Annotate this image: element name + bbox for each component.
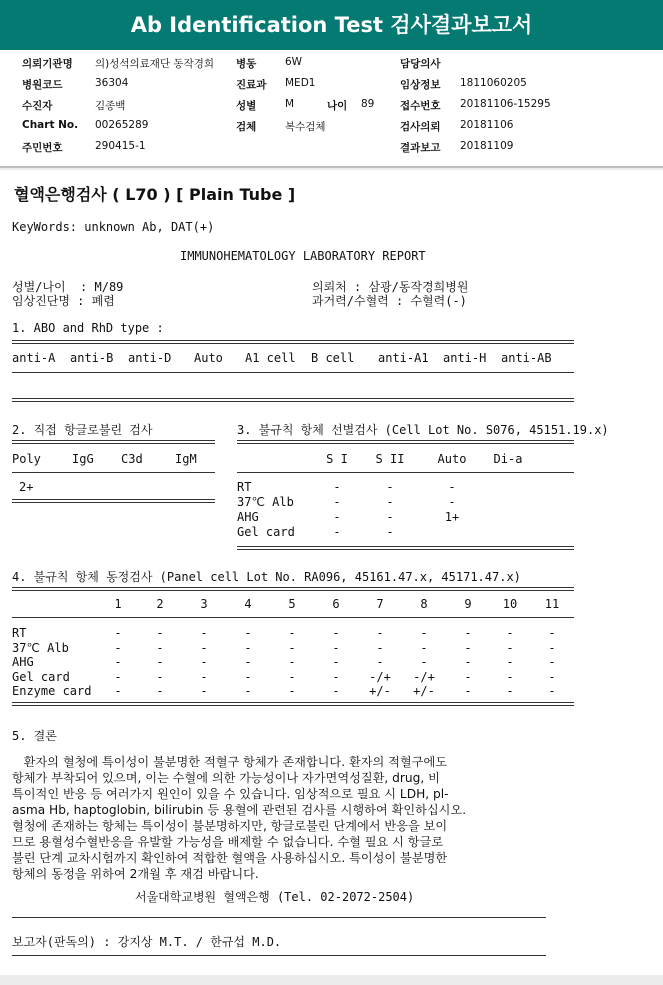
- panel-cell: -: [156, 669, 164, 684]
- panel-cell: -: [464, 655, 472, 669]
- divider: [12, 398, 574, 402]
- value-report-date: 20181109: [460, 140, 514, 152]
- divider: [237, 472, 574, 473]
- patient-header: [0, 50, 663, 168]
- panel-cell: -: [288, 684, 296, 698]
- panel-col-header: 10: [502, 597, 518, 611]
- screening-row-label: RT: [237, 480, 252, 494]
- panel-cell: -: [332, 626, 340, 640]
- label-resident-number: 주민번호: [22, 142, 63, 154]
- abo-col-anti-a: anti-A: [12, 351, 56, 365]
- panel-cell: -: [288, 626, 296, 640]
- panel-cell: -: [332, 655, 340, 669]
- panel-cell: -: [332, 669, 340, 684]
- panel-col-header: 8: [420, 597, 428, 611]
- panel-cell: -: [376, 626, 384, 640]
- panel-cell: -: [288, 669, 296, 684]
- divider: [12, 955, 546, 956]
- panel-cell: -: [464, 640, 472, 655]
- divider: [237, 440, 574, 444]
- label-report-date: 결과보고: [400, 142, 441, 154]
- label-specimen: 검체: [236, 121, 257, 133]
- label-sex: 성별: [236, 100, 257, 112]
- dat-col-igm: IgM: [175, 452, 197, 466]
- value-sex: M: [285, 98, 295, 110]
- panel-cell: -: [114, 684, 122, 698]
- abo-col-b-cell: B cell: [311, 351, 355, 365]
- panel-cell: -: [244, 640, 252, 655]
- panel-cell: -: [506, 655, 514, 669]
- panel-row-label: AHG: [12, 655, 34, 669]
- abo-col-auto: Auto: [194, 351, 223, 365]
- screening-cell: -: [333, 510, 341, 524]
- panel-col-header: 11: [544, 597, 560, 611]
- label-chart-no: Chart No.: [22, 119, 79, 131]
- panel-row-label: Gel card: [12, 669, 70, 684]
- panel-cell: -: [288, 640, 296, 655]
- divider: [12, 587, 574, 591]
- panel-cell: -: [200, 626, 208, 640]
- value-patient: 김종백: [95, 100, 126, 112]
- panel-col-header: 4: [244, 597, 252, 611]
- panel-cell: -: [156, 684, 164, 698]
- value-clinical-info: 1811060205: [460, 77, 527, 89]
- dat-col-igg: IgG: [72, 452, 94, 466]
- screen-col-s1: S I: [326, 452, 348, 466]
- value-hospital-code: 36304: [95, 77, 129, 89]
- conclusion-text: 환자의 혈청에 특이성이 불분명한 적혈구 항체가 존재합니다. 환자의 적혈구에도 항체가 부착되어 있으며, 이는 수혈에 의한 가능성이나 자가면역성질환, drug, 비 특이적인 반응 등 여러가지 원인이 있을 수 있습니다. 임상적으로 필요 시 LDH, pl- asma Hb, haptoglobin, bilirubin 등 용혈에 관련된 검사를 시행하여 확인하십시오. 혈청에 존재하는 항체는 특이성이 불분명하지만, 항글로불린 단계에서 반응을 보이 므로 용혈성수혈반응을 유발할 가능성을 배제할 수 없습니다. 수혈 필요 시 항글로 불린 단계 교차시험까지 확인하여 적합한 혈액을 사용하십시오. 특이성이 불분명한 항체의 동정을 위하여 2개월 후 재검 바랍니다.: [12, 755, 467, 881]
- reporter: 보고자(판독의) : 강지상 M.T. / 한규섭 M.D.: [12, 935, 282, 949]
- label-requesting-institution: 의뢰기관명: [22, 58, 73, 70]
- panel-cell: -: [506, 626, 514, 640]
- panel-cell: -: [114, 669, 122, 684]
- panel-col-header: 2: [156, 597, 164, 611]
- screen-col-auto: Auto: [437, 452, 467, 466]
- panel-cell: -: [548, 626, 556, 640]
- panel-col-header: 6: [332, 597, 340, 611]
- panel-cell: -/+: [413, 669, 435, 684]
- screening-cell: -: [386, 480, 394, 494]
- panel-cell: -: [376, 640, 384, 655]
- label-request-date: 검사의뢰: [400, 121, 441, 133]
- panel-cell: -: [244, 669, 252, 684]
- panel-row-label: 37℃ Alb: [12, 640, 69, 655]
- panel-cell: -: [420, 626, 428, 640]
- label-ward: 병동: [236, 58, 257, 70]
- panel-cell: -: [114, 626, 122, 640]
- clinical-diagnosis: 임상진단명 : 폐렴: [12, 294, 115, 308]
- panel-col-header: 5: [288, 597, 296, 611]
- dat-col-poly: Poly: [12, 452, 41, 466]
- screening-cell: -: [333, 525, 341, 539]
- panel-cell: -: [420, 640, 428, 655]
- hospital-contact: 서울대학교병원 혈액은행 (Tel. 02-2072-2504): [135, 890, 415, 904]
- abo-col-anti-d: anti-D: [128, 351, 172, 365]
- panel-cell: -/+: [369, 669, 391, 684]
- divider: [12, 617, 574, 618]
- panel-cell: -: [114, 655, 122, 669]
- panel-cell: -: [244, 684, 252, 698]
- abo-col-anti-a1: anti-A1: [378, 351, 429, 365]
- label-patient: 수진자: [22, 100, 53, 112]
- divider: [12, 702, 574, 706]
- divider: [12, 372, 574, 373]
- label-department: 진료과: [236, 79, 267, 91]
- section-dat-title: 2. 직접 항글로불린 검사: [12, 423, 153, 437]
- panel-col-header: 9: [464, 597, 472, 611]
- section-conclusion-title: 5. 결론: [12, 729, 57, 743]
- label-hospital-code: 병원코드: [22, 79, 63, 91]
- screening-cell: -: [333, 495, 341, 509]
- screening-cell: -: [448, 495, 456, 509]
- panel-cell: -: [464, 684, 472, 698]
- panel-cell: -: [156, 640, 164, 655]
- divider: [12, 917, 546, 918]
- transfusion-history: 과거력/수혈력 : 수혈력(-): [312, 294, 467, 308]
- label-clinical-info: 임상정보: [400, 79, 441, 91]
- panel-cell: -: [548, 684, 556, 698]
- divider: [237, 546, 574, 550]
- screening-cell: -: [386, 510, 394, 524]
- section-abo-title: 1. ABO and RhD type :: [12, 321, 164, 335]
- value-department: MED1: [285, 77, 316, 89]
- dat-col-c3d: C3d: [121, 452, 143, 466]
- value-ward: 6W: [285, 56, 303, 68]
- screening-row-label: AHG: [237, 510, 259, 524]
- abo-col-anti-b: anti-B: [70, 351, 114, 365]
- panel-cell: -: [464, 626, 472, 640]
- divider: [12, 340, 574, 344]
- panel-row-label: RT: [12, 626, 27, 640]
- panel-cell: -: [548, 669, 556, 684]
- screening-cell: -: [448, 480, 456, 494]
- requester: 의뢰처 : 삼광/동작경희병원: [312, 280, 469, 294]
- panel-cell: -: [200, 655, 208, 669]
- panel-cell: -: [420, 655, 428, 669]
- label-age: 나이: [327, 100, 348, 112]
- panel-cell: -: [200, 640, 208, 655]
- abo-col-anti-h: anti-H: [443, 351, 487, 365]
- screening-cell: -: [386, 495, 394, 509]
- screening-cell: -: [333, 480, 341, 494]
- value-specimen: 복수검체: [285, 121, 326, 133]
- report-title: 혈액은행검사 ( L70 ) [ Plain Tube ]: [14, 185, 296, 204]
- label-physician: 담당의사: [400, 58, 441, 70]
- panel-cell: -: [506, 684, 514, 698]
- label-accession-number: 접수번호: [400, 100, 441, 112]
- section-identification-title: 4. 불규칙 항체 동정검사 (Panel cell Lot No. RA096, 45161.47.x, 45171.47.x): [12, 570, 521, 584]
- panel-cell: -: [200, 684, 208, 698]
- value-chart-no: 00265289: [95, 119, 149, 131]
- panel-col-header: 3: [200, 597, 208, 611]
- screening-row-label: Gel card: [237, 525, 295, 539]
- panel-cell: -: [244, 655, 252, 669]
- value-requesting-institution: 의)성석의료재단 동작경희: [95, 58, 215, 70]
- value-accession-number: 20181106-15295: [460, 98, 551, 110]
- panel-cell: +/-: [413, 684, 435, 698]
- divider: [12, 472, 215, 473]
- panel-cell: -: [288, 655, 296, 669]
- panel-cell: -: [114, 640, 122, 655]
- panel-cell: -: [200, 669, 208, 684]
- panel-cell: -: [464, 669, 472, 684]
- panel-row-label: Enzyme card: [12, 684, 92, 698]
- sex-age: 성별/나이 : M/89: [12, 280, 124, 294]
- value-request-date: 20181106: [460, 119, 514, 131]
- screen-col-di-a: Di-a: [493, 452, 523, 466]
- abo-col-anti-ab: anti-AB: [501, 351, 552, 365]
- dat-value-poly: 2+: [19, 480, 34, 494]
- panel-cell: -: [376, 655, 384, 669]
- panel-cell: +/-: [369, 684, 391, 698]
- divider: [12, 440, 215, 444]
- abo-col-a1-cell: A1 cell: [245, 351, 296, 365]
- value-age: 89: [361, 98, 375, 110]
- panel-cell: -: [506, 640, 514, 655]
- lab-report-title: IMMUNOHEMATOLOGY LABORATORY REPORT: [180, 249, 426, 263]
- panel-cell: -: [332, 684, 340, 698]
- screening-cell: 1+: [444, 510, 460, 524]
- screen-col-s2: S II: [375, 452, 405, 466]
- panel-cell: -: [156, 655, 164, 669]
- screening-cell: -: [386, 525, 394, 539]
- panel-cell: -: [332, 640, 340, 655]
- report-banner-title: Ab Identification Test 검사결과보고서: [0, 0, 663, 53]
- screening-row-label: 37℃ Alb: [237, 495, 294, 509]
- divider: [12, 499, 215, 503]
- keywords: KeyWords: unknown Ab, DAT(+): [12, 220, 215, 234]
- panel-cell: -: [548, 655, 556, 669]
- panel-col-header: 1: [114, 597, 122, 611]
- panel-cell: -: [548, 640, 556, 655]
- panel-cell: -: [156, 626, 164, 640]
- value-resident-number: 290415-1: [95, 140, 146, 152]
- panel-col-header: 7: [376, 597, 384, 611]
- panel-cell: -: [506, 669, 514, 684]
- section-screening-title: 3. 불규칙 항체 선별검사 (Cell Lot No. S076, 45151.19.x): [237, 423, 609, 437]
- panel-cell: -: [244, 626, 252, 640]
- report-body: [0, 170, 663, 975]
